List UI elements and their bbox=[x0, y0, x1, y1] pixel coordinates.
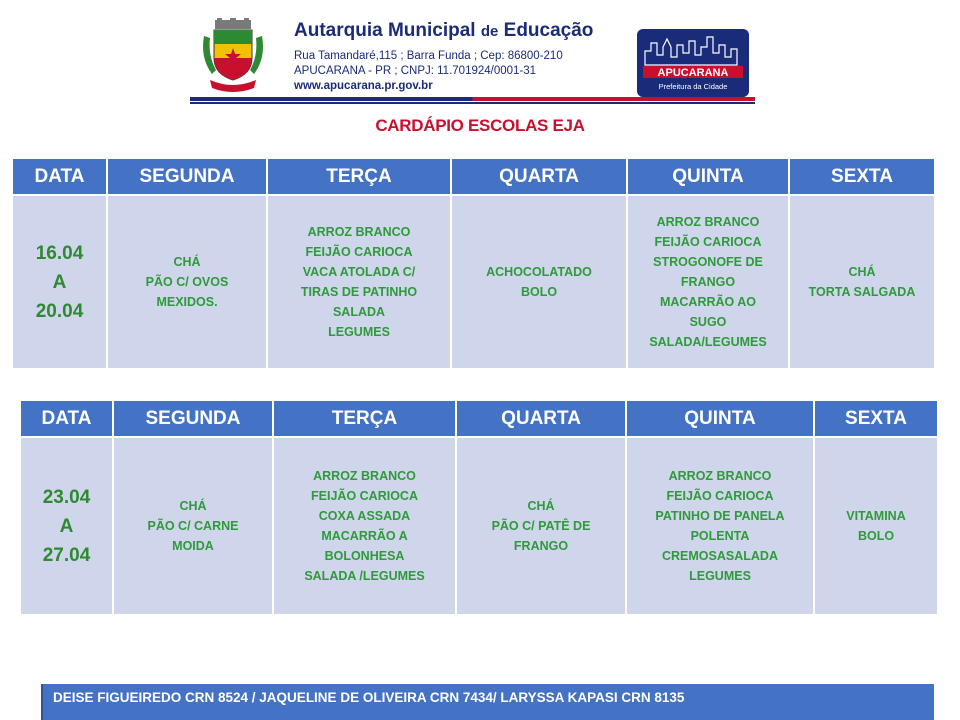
table-header-row bbox=[12, 158, 935, 195]
menu-cell-sexta: CHÁ TORTA SALGADA bbox=[789, 195, 935, 369]
menu-cell-terca: ARROZ BRANCO FEIJÃO CARIOCA COXA ASSADA MACARRÃO A BOLONHESA SALADA /LEGUMES bbox=[273, 437, 456, 615]
date-cell: 23.04 A 27.04 bbox=[20, 437, 113, 615]
city-logo-icon bbox=[637, 29, 749, 97]
menu-cell-quinta: ARROZ BRANCO FEIJÃO CARIOCA STROGONOFE DE FRANGO MACARRÃO AO SUGO SALADA/LEGUMES bbox=[627, 195, 789, 369]
menu-cell-sexta: VITAMINA BOLO bbox=[814, 437, 938, 615]
header-terca: TERÇA bbox=[267, 158, 451, 195]
header-quarta: QUARTA bbox=[451, 158, 627, 195]
header-data: DATA bbox=[12, 158, 107, 195]
menu-cell-segunda: CHÁ PÃO C/ CARNE MOIDA bbox=[113, 437, 273, 615]
menu-table-week-2 bbox=[19, 399, 939, 616]
header-segunda: SEGUNDA bbox=[107, 158, 267, 195]
svg-text:Prefeitura da Cidade: Prefeitura da Cidade bbox=[658, 82, 728, 91]
nutritionists-footer: DEISE FIGUEIREDO CRN 8524 / JAQUELINE DE OLIVEIRA CRN 7434/ LARYSSA KAPASI CRN 8135 bbox=[41, 684, 934, 720]
menu-cell-quarta: ACHOCOLATADO BOLO bbox=[451, 195, 627, 369]
header-divider-thin bbox=[190, 102, 755, 104]
header-quinta: QUINTA bbox=[627, 158, 789, 195]
org-city-cnpj: APUCARANA - PR ; CNPJ: 11.701924/0001-31 bbox=[294, 65, 537, 77]
letterhead bbox=[190, 14, 755, 104]
svg-text:APUCARANA: APUCARANA bbox=[657, 67, 729, 79]
header-sexta: SEXTA bbox=[814, 400, 938, 437]
header-terca: TERÇA bbox=[273, 400, 456, 437]
menu-cell-quinta: ARROZ BRANCO FEIJÃO CARIOCA PATINHO DE PANELA POLENTA CREMOSASALADA LEGUMES bbox=[626, 437, 814, 615]
org-name: Autarquia Municipal de Educação bbox=[294, 20, 594, 41]
header-segunda: SEGUNDA bbox=[113, 400, 273, 437]
menu-table-week-1 bbox=[11, 157, 936, 370]
header-sexta: SEXTA bbox=[789, 158, 935, 195]
header-quarta: QUARTA bbox=[456, 400, 626, 437]
menu-cell-terca: ARROZ BRANCO FEIJÃO CARIOCA VACA ATOLADA C/ TIRAS DE PATINHO SALADA LEGUMES bbox=[267, 195, 451, 369]
header-divider bbox=[190, 97, 755, 101]
menu-cell-segunda: CHÁ PÃO C/ OVOS MEXIDOS. bbox=[107, 195, 267, 369]
header-data: DATA bbox=[20, 400, 113, 437]
date-cell: 16.04 A 20.04 bbox=[12, 195, 107, 369]
menu-cell-quarta: CHÁ PÃO C/ PATÊ DE FRANGO bbox=[456, 437, 626, 615]
page-title: CARDÁPIO ESCOLAS EJA bbox=[375, 116, 585, 135]
coat-of-arms-icon bbox=[198, 18, 268, 94]
org-address: Rua Tamandaré,115 ; Barra Funda ; Cep: 86800-210 bbox=[294, 50, 563, 62]
table-header-row bbox=[20, 400, 938, 437]
org-website: www.apucarana.pr.gov.br bbox=[294, 80, 433, 92]
header-quinta: QUINTA bbox=[626, 400, 814, 437]
table-row bbox=[12, 195, 935, 369]
table-row bbox=[20, 437, 938, 615]
